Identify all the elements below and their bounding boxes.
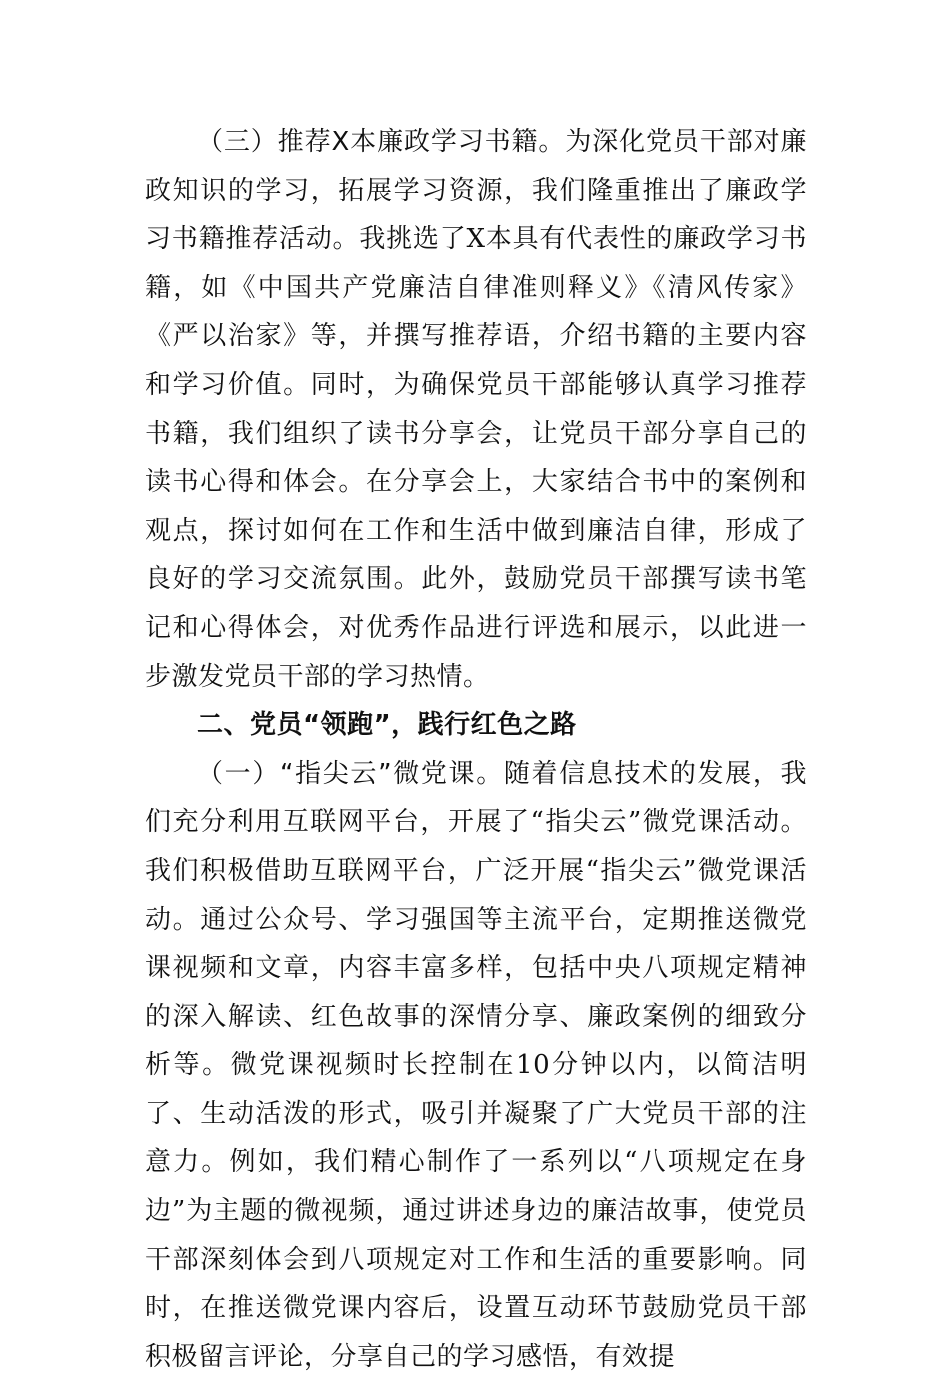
paragraph-micro-party-class bbox=[145, 750, 807, 1381]
paragraph-lead-books: （三）推荐X本廉政学习书籍。 bbox=[197, 127, 566, 157]
section-heading: 二、党员“领跑”，践行红色之路 bbox=[197, 710, 577, 741]
document-body bbox=[145, 118, 807, 1381]
paragraph-body-micro-class: 随着信息技术的发展，我们充分利用互联网平台，开展了“指尖云”微党课活动。我们积极借助互联网平台，广泛开展“指尖云”微党课活动。通过公众号、学习强国等主流平台，定期推送微党课视频和文章，内容丰富多样，包括中央八项规定精神的深入解读、红色故事的深情分享、廉政案例的细致分析等。微党课视频时长控制在10分钟以内，以简洁明了、生动活泼的形式，吸引并凝聚了广大党员干部的注意力。例如，我们精心制作了一系列以“八项规定在身边”为主题的微视频，通过讲述身边的廉洁故事，使党员干部深刻体会到八项规定对工作和生活的重要影响。同时，在推送微党课内容后，设置互动环节鼓励党员干部积极留言评论，分享自己的学习感悟，有效提 bbox=[145, 758, 807, 1372]
paragraph-body-books: 为深化党员干部对廉政知识的学习，拓展学习资源，我们隆重推出了廉政学习书籍推荐活动。我挑选了X本具有代表性的廉政学习书籍，如《中国共产党廉洁自律准则释义》《清风传家》《严以治家》等，并撰写推荐语，介绍书籍的主要内容和学习价值。同时，为确保党员干部能够认真学习推荐书籍，我们组织了读书分享会，让党员干部分享自己的读书心得和体会。在分享会上，大家结合书中的案例和观点，探讨如何在工作和生活中做到廉洁自律，形成了良好的学习交流氛围。此外，鼓励党员干部撰写读书笔记和心得体会，对优秀作品进行评选和展示，以此进一步激发党员干部的学习热情。 bbox=[145, 127, 807, 692]
paragraph-lead-micro-class: （一）“指尖云”微党课。 bbox=[197, 758, 504, 789]
paragraph-recommended-books bbox=[145, 118, 807, 701]
